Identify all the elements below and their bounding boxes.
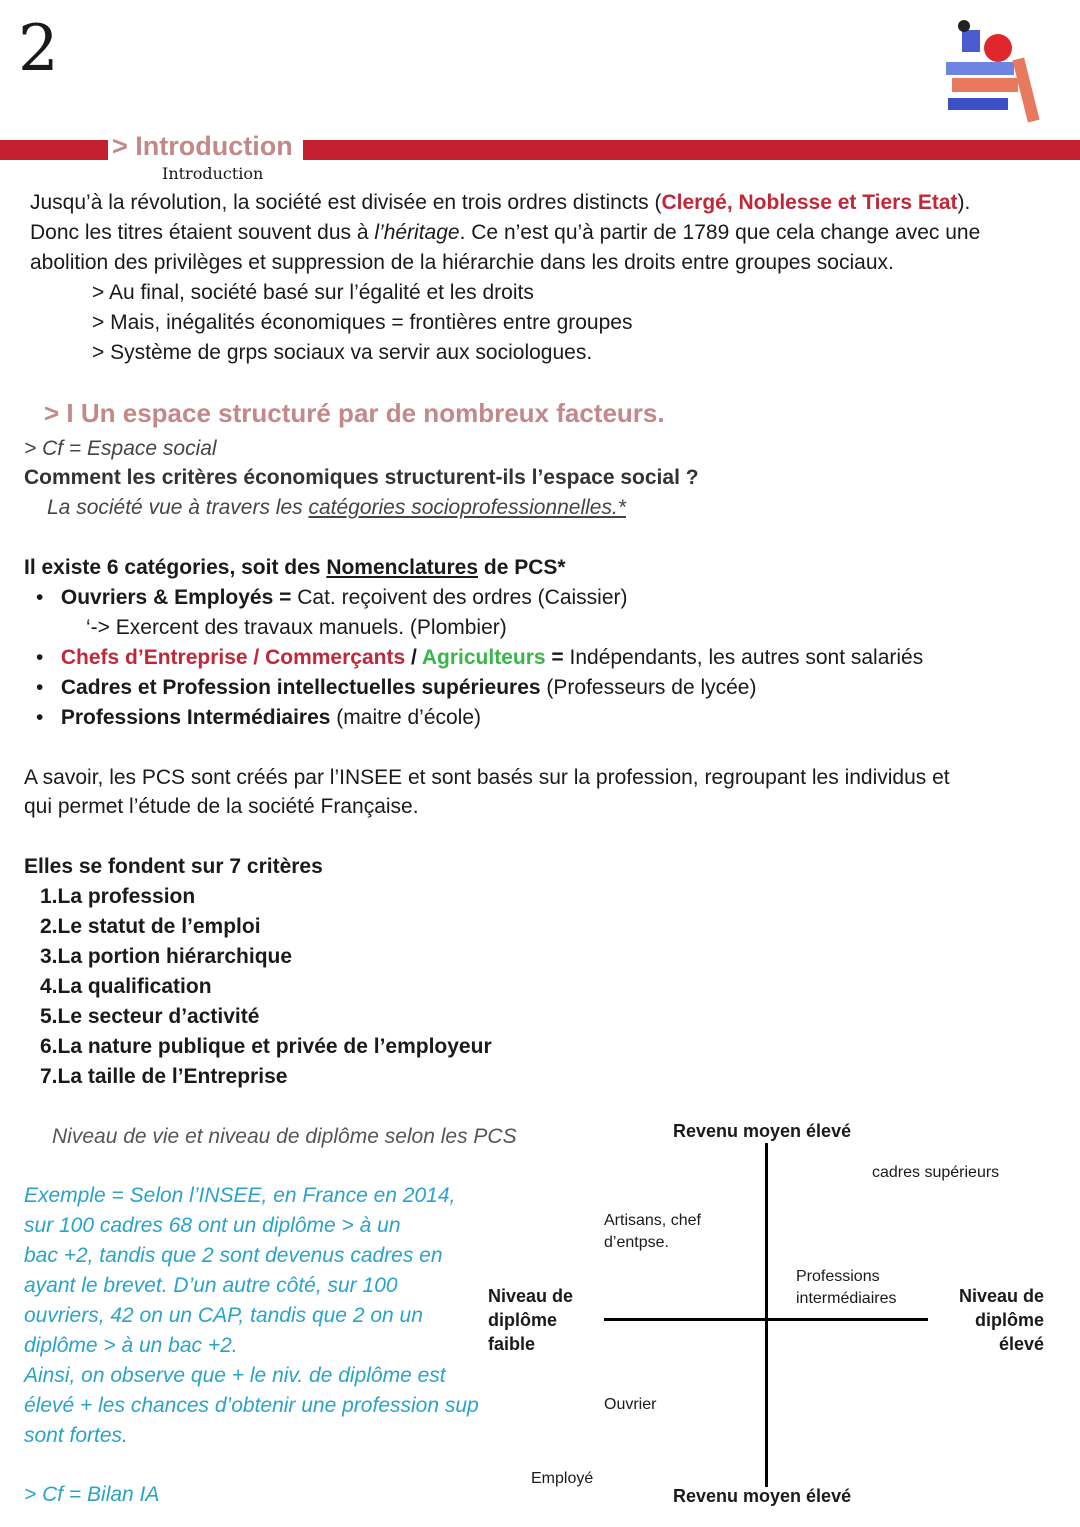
criteria-item: 5.Le secteur d’activité	[40, 1005, 260, 1028]
text: Niveau de	[488, 1286, 574, 1306]
axis-bottom-label: Revenu moyen élevé	[673, 1486, 852, 1506]
header-bar-right	[303, 140, 1080, 160]
criteria-item: 6.La nature publique et privée de l’employeur	[40, 1035, 492, 1058]
page-number: 2	[18, 12, 59, 86]
text: Artisans, chef	[604, 1212, 701, 1229]
text: Agriculteurs	[421, 646, 546, 669]
header-bar-left	[0, 140, 108, 160]
criteria-item: 4.La qualification	[40, 975, 212, 998]
example-line: sont fortes.	[24, 1424, 128, 1447]
text: d’entpse.	[604, 1234, 669, 1251]
orders-highlight: Clergé, Noblesse et Tiers Etat	[661, 191, 958, 214]
text: diplôme	[974, 1310, 1044, 1330]
example-line: Exemple = Selon l’INSEE, en France en 2014,	[24, 1184, 456, 1207]
text: ).	[957, 191, 971, 214]
text: intermédiaires	[796, 1290, 897, 1307]
text: Indépendants, les autres sont salariés	[563, 646, 924, 669]
label-artisans	[604, 1210, 701, 1254]
example-line: bac +2, tandis que 2 sont devenus cadres en	[24, 1244, 443, 1267]
handwritten-introduction: Introduction	[162, 164, 264, 183]
label-ouvrier: Ouvrier	[604, 1396, 657, 1413]
text: La société vue à travers les	[47, 496, 309, 519]
intro-line-1	[30, 191, 970, 215]
example-line: sur 100 cadres 68 ont un diplôme > à un	[24, 1214, 401, 1237]
text: diplôme	[488, 1310, 558, 1330]
criteria-item: 1.La profession	[40, 885, 196, 908]
text: Chefs d’Entreprise / Commerçants	[60, 646, 406, 669]
example-line: Ainsi, on observe que + le niv. de diplôme est	[24, 1364, 446, 1387]
example-line: élevé + les chances d’obtenir une profession sup	[24, 1394, 479, 1417]
text: élevé	[998, 1334, 1044, 1354]
text: /	[405, 646, 422, 669]
text: Jusqu’à la révolution, la société est divisée en trois ordres distincts (	[30, 191, 662, 214]
heritage-italic: l’héritage	[374, 221, 460, 244]
category-item: • Chefs d’Entreprise / Commerçants / Agriculteurs = Indépendants, les autres sont salariés	[36, 646, 924, 669]
text: (maitre d’école)	[330, 706, 482, 729]
intro-line-3: abolition des privilèges et suppression de la hiérarchie dans les droits entre groupes sociaux.	[30, 251, 894, 274]
intro-line-2	[30, 221, 980, 245]
category-item: • Professions Intermédiaires (maitre d’école)	[36, 706, 482, 729]
text: faible	[488, 1334, 536, 1354]
section-title-introduction: > Introduction	[112, 131, 293, 161]
intro-point: > Mais, inégalités économiques = frontières entre groupes	[92, 311, 633, 334]
criteria-item: 2.Le statut de l’emploi	[40, 915, 261, 938]
diagram-vertical-axis	[765, 1143, 768, 1487]
category-item: • Cadres et Profession intellectuelles supérieures (Professeurs de lycée)	[36, 676, 757, 699]
category-subitem: ‘-> Exercent des travaux manuels. (Plombier)	[86, 616, 507, 639]
diagram-horizontal-axis	[604, 1318, 928, 1321]
cf-espace-social: > Cf = Espace social	[24, 437, 217, 460]
text: de PCS*	[478, 556, 566, 579]
criteria-item: 3.La portion hiérarchique	[40, 945, 293, 968]
axis-top-label: Revenu moyen élevé	[673, 1121, 852, 1141]
text: Cadres et Profession intellectuelles supérieures	[60, 676, 541, 699]
criteria-item: 7.La taille de l’Entreprise	[40, 1065, 288, 1088]
example-line: ouvriers, 42 on un CAP, tandis que 2 on un	[24, 1304, 423, 1327]
text: =	[545, 646, 564, 669]
text: Professions Intermédiaires	[60, 706, 331, 729]
insee-line: qui permet l’étude de la société Française.	[24, 795, 419, 818]
categories-intro	[24, 556, 566, 580]
text: Professions	[796, 1268, 880, 1285]
diagram-caption: Niveau de vie et niveau de diplôme selon les PCS	[52, 1125, 517, 1148]
text: Ouvriers & Employés =	[60, 586, 292, 609]
axis-left-label	[488, 1284, 573, 1356]
cf-bilan: > Cf = Bilan IA	[24, 1483, 160, 1506]
text: Niveau de	[958, 1286, 1044, 1306]
text: Donc les titres étaient souvent dus à	[30, 221, 375, 244]
text: Il existe 6 catégories, soit des	[24, 556, 327, 579]
label-prof-inter	[796, 1266, 896, 1310]
insee-line: A savoir, les PCS sont créés par l’INSEE et sont basés sur la profession, regroupant les individus et	[24, 766, 950, 789]
section-question: Comment les critères économiques structurent-ils l’espace social ?	[24, 466, 699, 489]
section-title-1: > I Un espace structuré par de nombreux facteurs.	[44, 398, 665, 428]
text: Cat. reçoivent des ordres (Caissier)	[291, 586, 628, 609]
books-illustration-icon	[942, 18, 1057, 128]
section-subtitle	[47, 496, 626, 520]
intro-point: > Au final, société basé sur l’égalité et les droits	[92, 281, 534, 304]
text: . Ce n’est qu’à partir de 1789 que cela change avec une	[459, 221, 981, 244]
text: (Professeurs de lycée)	[540, 676, 757, 699]
category-item: • Ouvriers & Employés = Cat. reçoivent des ordres (Caissier)	[36, 586, 628, 609]
text: catégories socioprofessionnelles.*	[308, 496, 626, 519]
example-line: ayant le brevet. D’un autre côté, sur 100	[24, 1274, 398, 1297]
example-line: diplôme > à un bac +2.	[24, 1334, 238, 1357]
intro-point: > Système de grps sociaux va servir aux sociologues.	[92, 341, 593, 364]
label-cadres: cadres supérieurs	[872, 1164, 1000, 1181]
axis-right-label	[959, 1284, 1044, 1356]
label-employe: Employé	[531, 1470, 594, 1487]
criteria-title: Elles se fondent sur 7 critères	[24, 855, 323, 878]
text: Nomenclatures	[326, 556, 479, 579]
